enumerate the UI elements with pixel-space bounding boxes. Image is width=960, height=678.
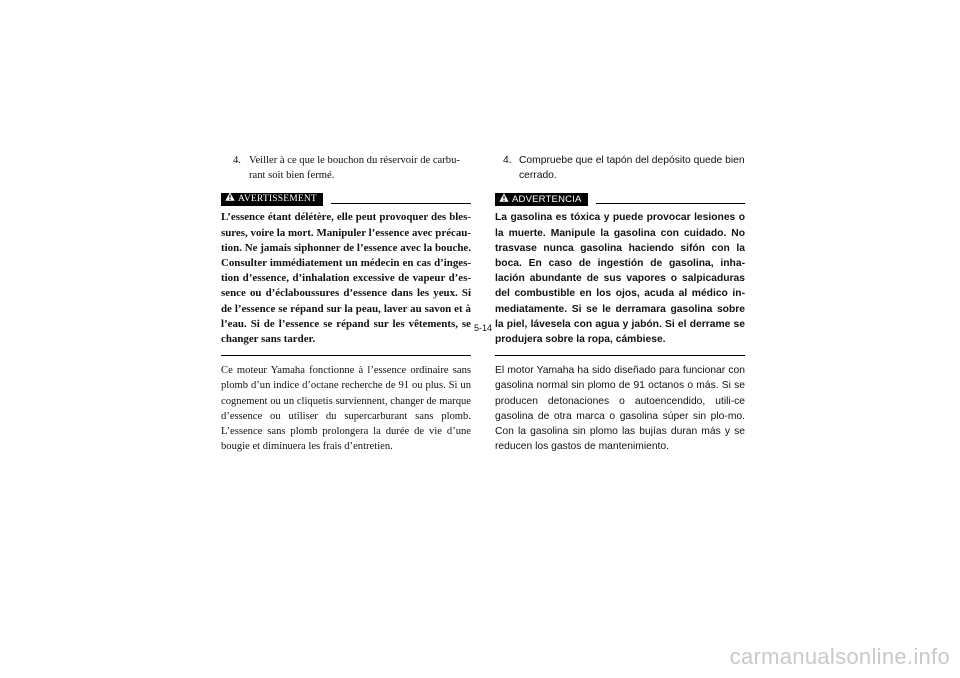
warning-divider xyxy=(331,203,471,204)
warning-triangle-icon xyxy=(225,192,235,207)
french-column xyxy=(221,153,471,454)
warning-triangle-icon xyxy=(499,192,509,207)
warning-divider xyxy=(596,203,745,204)
body-paragraph: El motor Yamaha ha sido diseñado para funcionar con gasolina normal sin plomo de 91 octanos o más. Si se producen detonaciones o autoencendido, utili-ce gasolina de otra marca o gasolina súper sin plo-mo. Con la gasolina sin plomo las bujías duran más y se reducen los gastos de mantenimiento. xyxy=(495,365,745,453)
step-item xyxy=(503,153,745,183)
warning-text: La gasolina es tóxica y puede provocar lesiones o la muerte. Manipule la gasolina con cuidado. No trasvase nunca gasolina haciendo sifón con la boca. En caso de ingestión de gasolina, inha-lación abundante de sus vapores o salpicaduras del combustible en los ojos, acuda al médico in-mediatamente. Si se le derramara gasolina sobre la piel, lávesela con agua y jabón. Si el derrame se produjera sobre la ropa, cámbiese. xyxy=(495,210,745,356)
body-paragraph: Ce moteur Yamaha fonctionne à l’essence ordinaire sans plomb d’un indice d’octane recherche de 91 ou plus. Si un cognement ou un cliquetis surviennent, changer de marque d’essence ou utiliser du supercarburant sans plomb. L’essence sans plomb prolongera la durée de vie d’une bougie et diminuera les frais d’entretien. xyxy=(221,365,471,453)
page-number-text: 5-14 xyxy=(473,323,492,333)
warning-header xyxy=(495,193,745,206)
watermark: carmanualsonline.info xyxy=(729,644,950,669)
step-text: Compruebe que el tapón del depósito quede bien cerrado. xyxy=(519,155,745,182)
step-text: Veiller à ce que le bouchon du réservoir de carbu-rant soit bien fermé. xyxy=(249,155,460,182)
warning-label-box xyxy=(221,193,323,206)
warning-label-box xyxy=(495,193,588,206)
warning-header xyxy=(221,193,471,206)
spanish-column xyxy=(495,153,745,454)
page-number xyxy=(0,323,960,333)
warning-label: AVERTISSEMENT xyxy=(238,194,317,205)
step-number: 4. xyxy=(503,155,512,166)
step-item xyxy=(233,153,471,183)
warning-label: ADVERTENCIA xyxy=(512,194,582,206)
warning-text: L’essence étant délétère, elle peut provoquer des bles-sures, voire la mort. Manipuler l’essence avec précau-tion. Ne jamais siphonner de l’essence avec la bouche. Consulter immédiatement un médecin en cas d’inges-tion d’essence, d’inhalation excessive de vapeur d’es-sence ou d’éclaboussures d’essence dans les yeux. Si de l’essence se répand sur la peau, laver au savon et à l’eau. Si de l’essence se répand sur les vêtements, se changer sans tarder. xyxy=(221,210,471,356)
step-number: 4. xyxy=(233,155,241,166)
